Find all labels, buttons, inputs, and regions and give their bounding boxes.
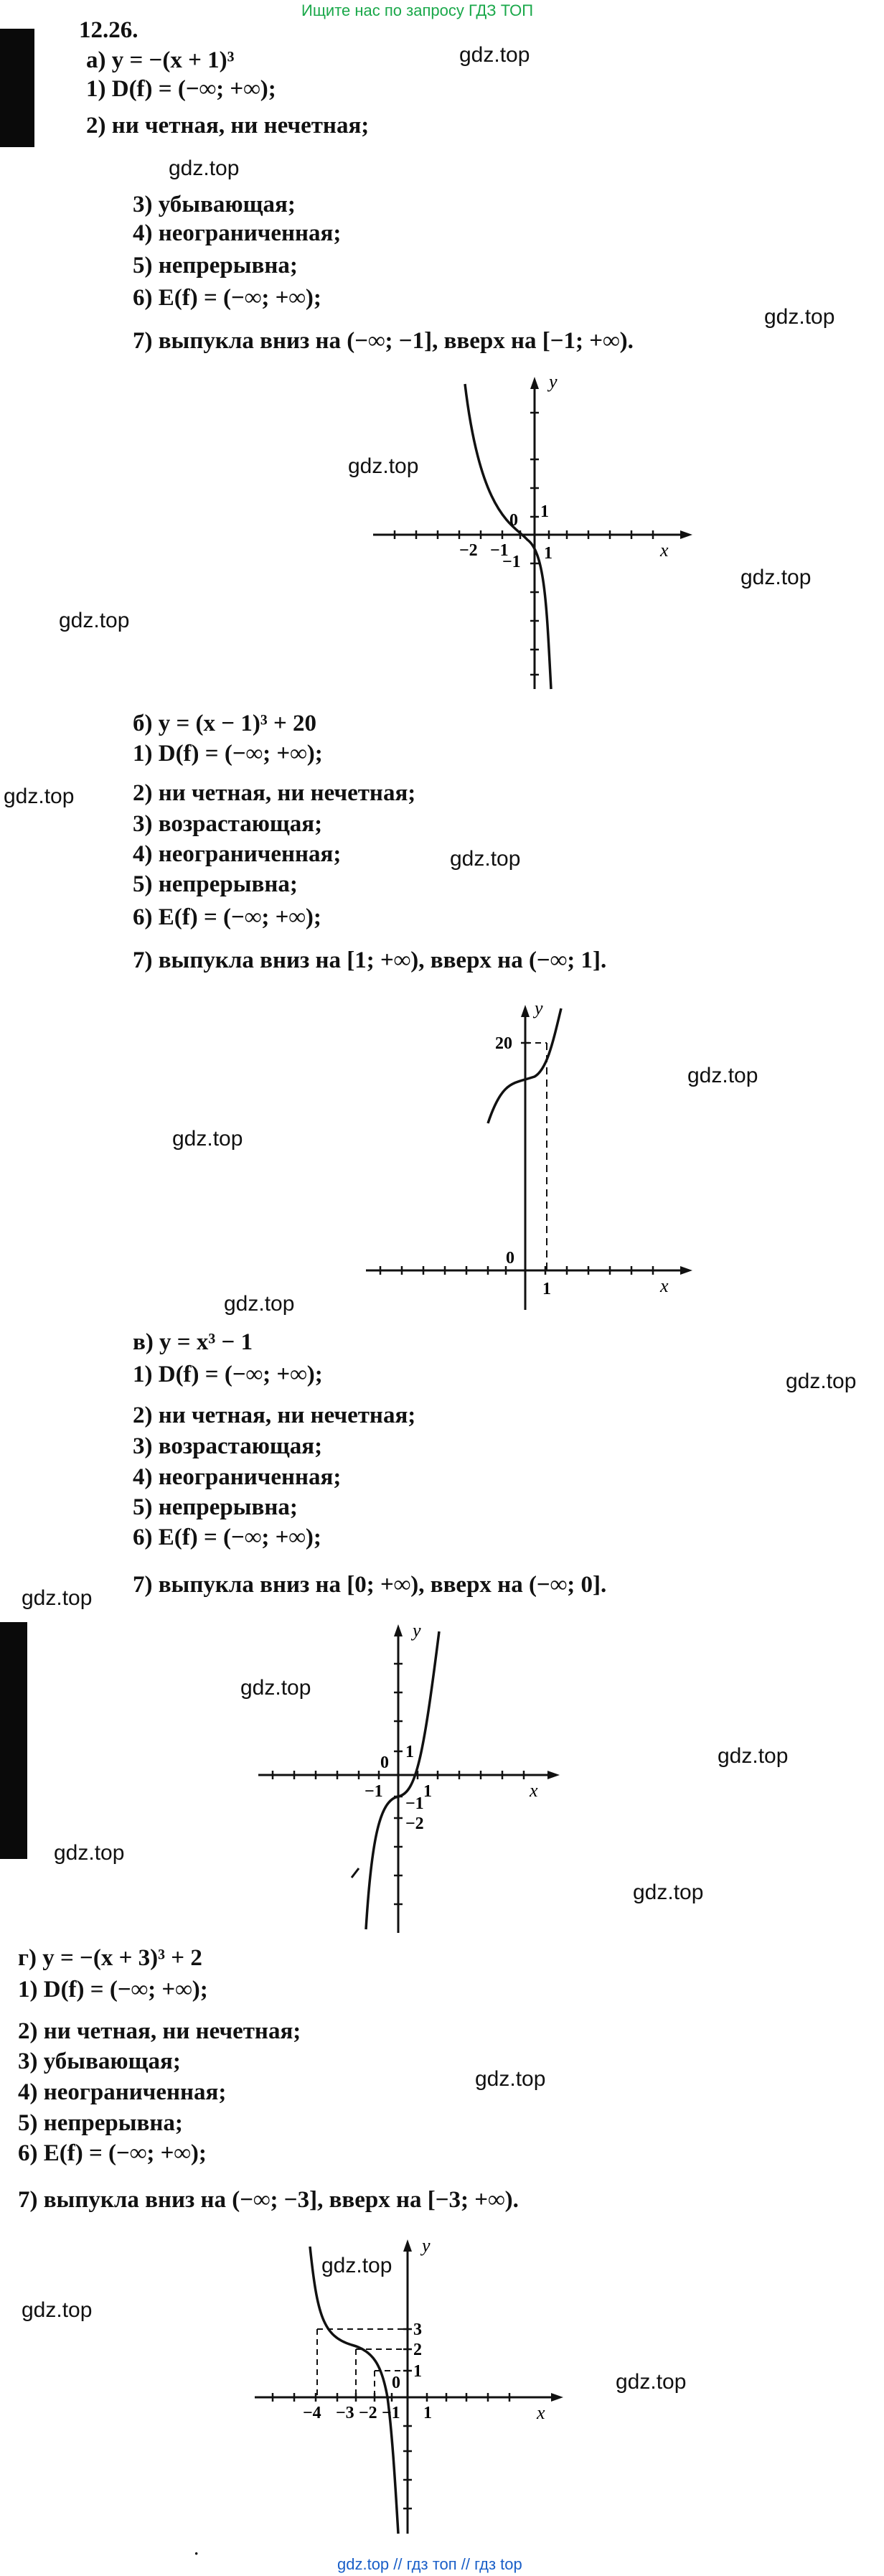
watermark: gdz.top	[22, 1586, 93, 1610]
part-v-origin-label: 0	[380, 1753, 389, 1772]
part-a-title: а) y = −(x + 1)³	[86, 47, 235, 73]
part-g-xm3-label: −3	[336, 2404, 354, 2422]
part-v-x-label: x	[530, 1780, 538, 1801]
part-a-graph	[359, 373, 703, 696]
part-a-y-label: y	[549, 371, 558, 392]
part-b-origin-label: 0	[506, 1249, 514, 1268]
part-v-y-label: y	[413, 1620, 421, 1641]
search-hint-link[interactable]: Ищите нас по запросу ГДЗ ТОП	[301, 1, 534, 19]
part-v-graph	[251, 1621, 574, 1936]
part-g-origin-label: 0	[392, 2374, 400, 2392]
part-b-prop-5: 5) непрерывна;	[133, 871, 298, 897]
watermark: gdz.top	[240, 1676, 311, 1700]
part-g-prop-5: 5) непрерывна;	[18, 2110, 183, 2136]
part-b-title: б) y = (x − 1)³ + 20	[133, 711, 317, 736]
part-a-prop-3: 3) убывающая;	[133, 192, 296, 217]
part-g-xm4-label: −4	[303, 2404, 321, 2422]
part-b-y-label: y	[535, 998, 543, 1018]
part-g-graph	[251, 2236, 574, 2537]
part-b-prop-2: 2) ни четная, ни нечетная;	[133, 780, 416, 806]
part-b-prop-1: 1) D(f) = (−∞; +∞);	[133, 741, 323, 767]
watermark: gdz.top	[169, 156, 240, 180]
stray-mark: ·	[194, 2544, 199, 2562]
part-g-prop-2: 2) ни четная, ни нечетная;	[18, 2018, 301, 2044]
part-a-prop-1: 1) D(f) = (−∞; +∞);	[86, 76, 276, 102]
part-g-x1-label: 1	[423, 2404, 432, 2422]
part-v-prop-1: 1) D(f) = (−∞; +∞);	[133, 1362, 323, 1387]
part-g-y1-label: 1	[413, 2362, 422, 2381]
part-v-x1-label: 1	[423, 1782, 432, 1801]
watermark: gdz.top	[786, 1369, 857, 1393]
part-g-prop-3: 3) убывающая;	[18, 2048, 181, 2074]
watermark: gdz.top	[172, 1127, 243, 1151]
part-b-prop-6: 6) E(f) = (−∞; +∞);	[133, 904, 321, 930]
watermark: gdz.top	[718, 1744, 789, 1768]
part-b-prop-4: 4) неограниченная;	[133, 841, 342, 867]
part-g-y2-label: 2	[413, 2341, 422, 2359]
part-b-prop-3: 3) возрастающая;	[133, 811, 323, 837]
part-v-title: в) y = x³ − 1	[133, 1329, 253, 1355]
part-a-prop-5: 5) непрерывна;	[133, 253, 298, 278]
part-a-prop-4: 4) неограниченная;	[133, 220, 342, 246]
part-g-curve	[310, 2247, 398, 2534]
part-g-y3-label: 3	[413, 2320, 422, 2339]
part-a-curve	[465, 384, 551, 689]
part-v-prop-3: 3) возрастающая;	[133, 1433, 323, 1459]
part-v-prop-4: 4) неограниченная;	[133, 1464, 342, 1490]
part-g-prop-7: 7) выпукла вниз на (−∞; −3], вверх на [−3; +∞).	[18, 2187, 519, 2213]
part-v-ym1-label: −1	[405, 1794, 424, 1813]
part-b-x-label: x	[660, 1275, 669, 1296]
part-v-ym2-label: −2	[405, 1814, 424, 1833]
watermark: gdz.top	[450, 847, 521, 871]
part-g-xm1-label: −1	[382, 2404, 400, 2422]
part-v-prop-2: 2) ни четная, ни нечетная;	[133, 1402, 416, 1428]
watermark: gdz.top	[348, 454, 419, 478]
watermark: gdz.top	[4, 784, 75, 808]
part-v-y1-label: 1	[405, 1743, 414, 1761]
part-g-title: г) y = −(x + 3)³ + 2	[18, 1945, 202, 1971]
part-b-prop-7: 7) выпукла вниз на [1; +∞), вверх на (−∞; 1].	[133, 947, 607, 973]
watermark: gdz.top	[633, 1881, 704, 1904]
part-a-prop-6: 6) E(f) = (−∞; +∞);	[133, 285, 321, 311]
part-a-prop-2: 2) ни четная, ни нечетная;	[86, 113, 370, 139]
part-a-xm1-label: −1	[490, 541, 509, 560]
part-a-xm2-label: −2	[459, 541, 478, 560]
part-a-x-label: x	[660, 540, 669, 561]
part-g-y-label: y	[422, 2235, 431, 2256]
scan-edge-mark	[0, 29, 34, 147]
watermark: gdz.top	[59, 609, 130, 632]
part-g-prop-1: 1) D(f) = (−∞; +∞);	[18, 1977, 208, 2003]
part-b-y20-label: 20	[495, 1034, 512, 1053]
watermark: gdz.top	[687, 1064, 758, 1087]
part-a-prop-7: 7) выпукла вниз на (−∞; −1], вверх на [−1; +∞).	[133, 328, 634, 354]
watermark: gdz.top	[475, 2067, 546, 2091]
part-g-x-label: x	[537, 2402, 545, 2423]
part-a-y1-label: 1	[540, 502, 549, 521]
footer-links[interactable]: gdz.top // гдз топ // гдз top	[337, 2555, 522, 2573]
watermark: gdz.top	[764, 305, 835, 329]
watermark: gdz.top	[459, 43, 530, 67]
problem-number: 12.26.	[79, 17, 138, 43]
part-v-prop-5: 5) непрерывна;	[133, 1494, 298, 1520]
part-a-ym1-label: −1	[502, 553, 521, 571]
watermark: gdz.top	[616, 2370, 687, 2394]
watermark: gdz.top	[321, 2254, 392, 2277]
part-v-prop-6: 6) E(f) = (−∞; +∞);	[133, 1524, 321, 1550]
scan-edge-mark	[0, 1622, 27, 1859]
watermark: gdz.top	[22, 2298, 93, 2322]
part-v-prop-7: 7) выпукла вниз на [0; +∞), вверх на (−∞; 0].	[133, 1572, 607, 1598]
part-b-x1-label: 1	[542, 1280, 551, 1298]
part-v-curve	[366, 1631, 439, 1929]
part-g-prop-6: 6) E(f) = (−∞; +∞);	[18, 2140, 207, 2166]
watermark: gdz.top	[54, 1841, 125, 1865]
watermark: gdz.top	[740, 566, 812, 589]
part-b-graph	[359, 998, 703, 1317]
part-g-prop-4: 4) неограниченная;	[18, 2079, 227, 2105]
watermark: gdz.top	[224, 1292, 295, 1316]
part-a-origin-label: 0	[509, 511, 518, 530]
part-a-x1-label: 1	[544, 544, 552, 563]
part-v-xm1-label: −1	[365, 1782, 383, 1801]
part-g-xm2-label: −2	[359, 2404, 377, 2422]
